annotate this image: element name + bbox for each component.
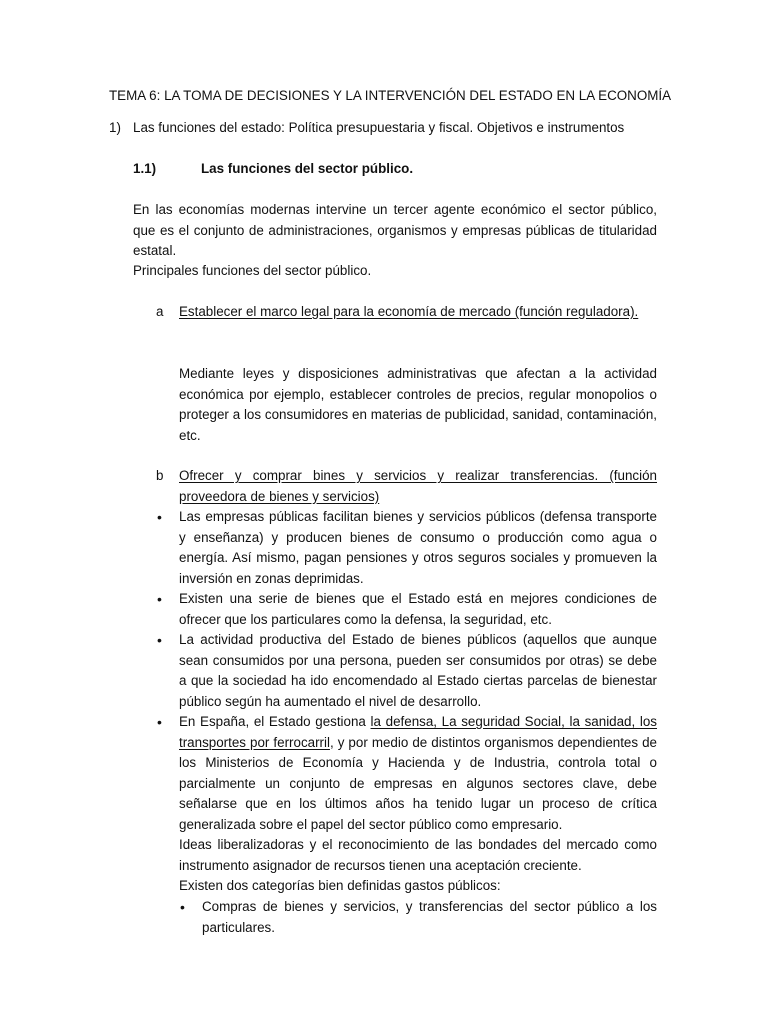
ideas-paragraph: Ideas liberalizadoras y el reconocimiento de las bondades del mercado como instrumento asignador de recursos tienen una aceptación creciente.: [179, 837, 657, 873]
bullet-icon: •: [157, 632, 162, 648]
bullet-4-rest: , y por medio de distintos organismos dependientes de los Ministerios de Economía y Hacienda y de Industria, controla total o parcialmente un conjunto de empresas en algunos sectores clave, debe señalarse que en los últimos años ha tenido lugar un proceso de crítica generalizada sobre el papel del sector público como empresario.: [179, 734, 657, 832]
section-number: 1): [109, 120, 121, 135]
bullet-paragraph-3: La actividad productiva del Estado de bienes públicos (aquellos que aunque sean consumidos por una persona, pueden ser consumidos por otras) se debe a que la sociedad ha ido encomendado al Estado ciertas parcelas de bienestar público según ha aumentado el nivel de desarrollo.: [179, 632, 657, 709]
item-a-body: Mediante leyes y disposiciones administrativas que afectan a la actividad económica por ejemplo, establecer controles de precios, regular monopolios o proteger a los consumidores en materias de publicidad, sanidad, contaminación, etc.: [179, 366, 657, 443]
principales-line: Principales funciones del sector público.: [133, 263, 372, 278]
subsection-number: 1.1): [133, 161, 157, 176]
subsection-heading: Las funciones del sector público.: [201, 161, 414, 176]
bullet-4-intro: En España, el Estado gestiona: [179, 714, 371, 729]
item-a-marker: a: [156, 304, 164, 319]
bullet-icon: •: [180, 899, 185, 915]
sub-bullet-paragraph: Compras de bienes y servicios, y transferencias del sector público a los particulares.: [202, 899, 657, 935]
bullet-paragraph-4: [179, 712, 657, 836]
existen-line: Existen dos categorías bien definidas gastos públicos:: [179, 878, 501, 893]
item-b-heading: Ofrecer y comprar bines y servicios y realizar transferencias. (función proveedora de bienes y servicios): [179, 468, 657, 504]
bullet-icon: •: [157, 714, 162, 730]
document-title: TEMA 6: LA TOMA DE DECISIONES Y LA INTERVENCIÓN DEL ESTADO EN LA ECONOMÍA: [109, 88, 672, 103]
item-a-heading: Establecer el marco legal para la economía de mercado (función reguladora).: [179, 304, 639, 319]
intro-paragraph: En las economías modernas intervine un tercer agente económico el sector público, que es el conjunto de administraciones, organismos y empresas públicas de titularidad estatal.: [133, 202, 657, 259]
bullet-4-underlined: la defensa, La seguridad Social, la sanidad, los transportes por ferrocarril: [179, 714, 658, 750]
item-b-marker: b: [156, 468, 164, 483]
bullet-icon: •: [157, 509, 162, 525]
bullet-paragraph-2: Existen una serie de bienes que el Estado está en mejores condiciones de ofrecer que los particulares como la defensa, la seguridad, etc.: [179, 591, 657, 627]
bullet-paragraph-1: Las empresas públicas facilitan bienes y servicios públicos (defensa transporte y enseñanza) y producen bienes de consumo o producción como agua o energía. Así mismo, pagan pensiones y otros seguros sociales y promueven la inversión en zonas deprimidas.: [179, 509, 657, 586]
bullet-icon: •: [157, 591, 162, 607]
section-heading: Las funciones del estado: Política presupuestaria y fiscal. Objetivos e instrumentos: [133, 120, 625, 135]
